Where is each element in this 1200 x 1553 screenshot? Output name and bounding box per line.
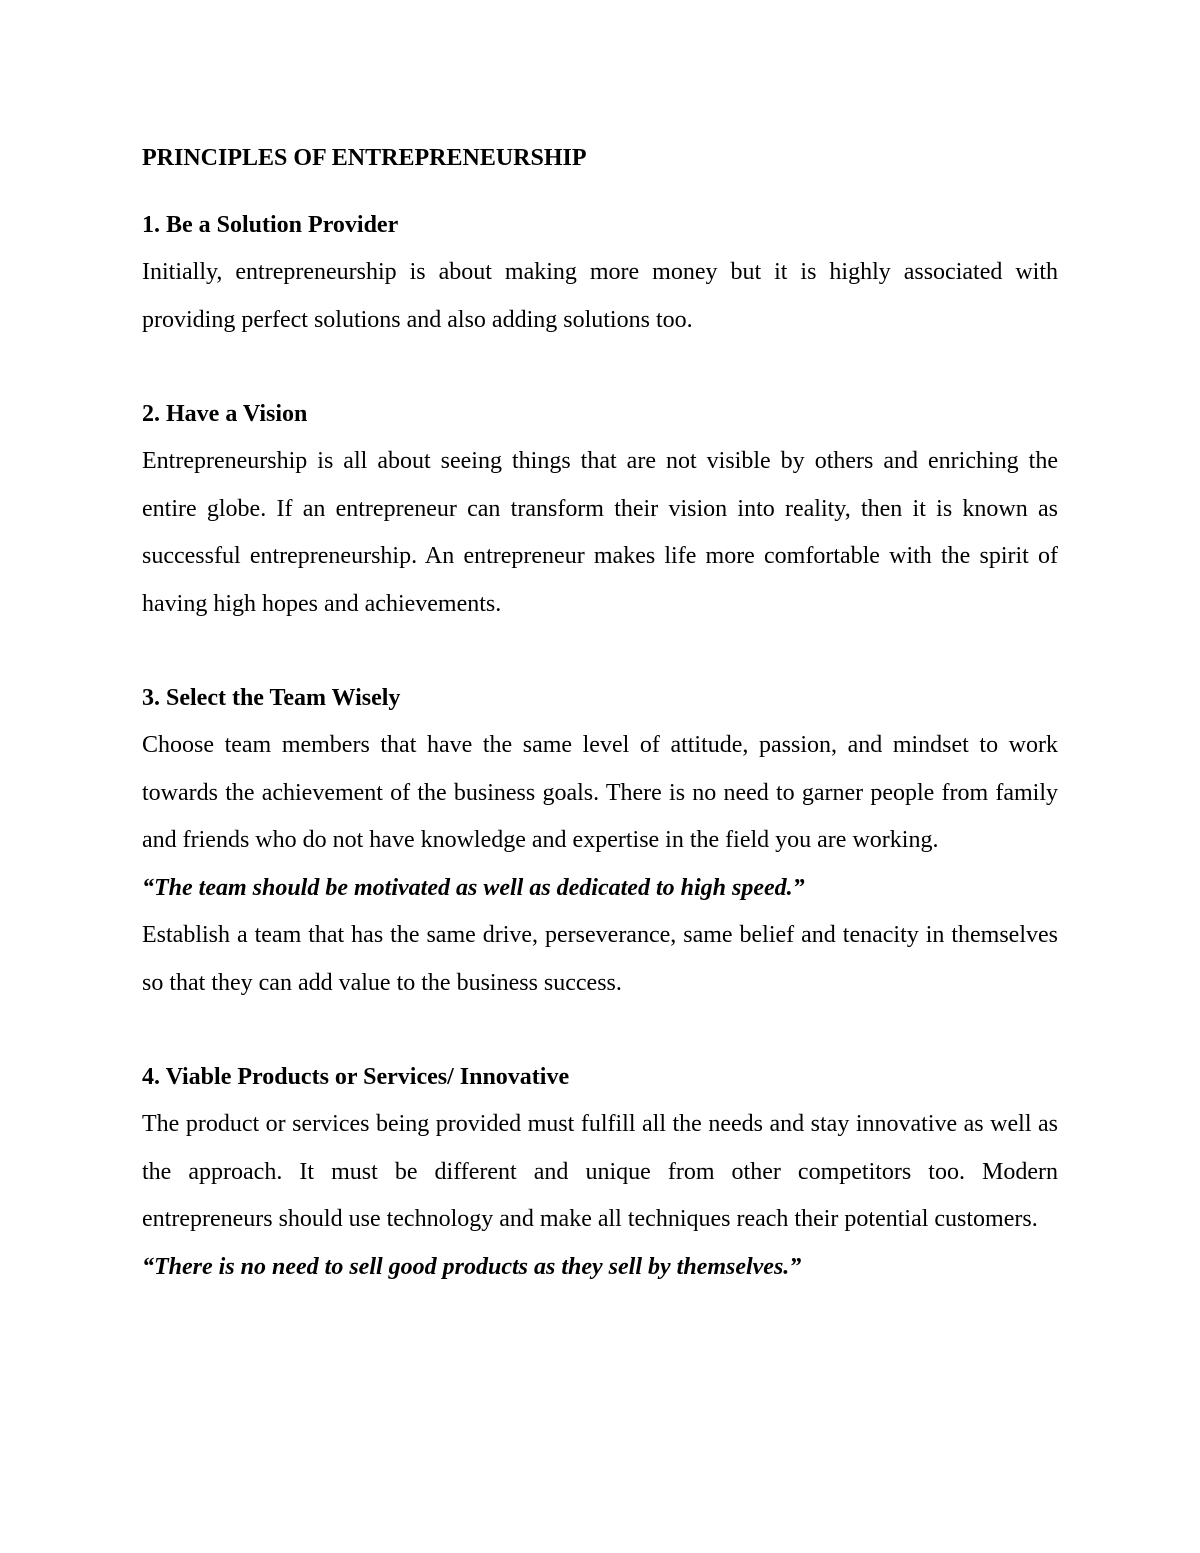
- document-title: PRINCIPLES OF ENTREPRENEURSHIP: [142, 145, 587, 171]
- section-quote: “There is no need to sell good products as they sell by themselves.”: [142, 1253, 802, 1280]
- section-paragraph: Entrepreneurship is all about seeing things that are not visible by others and enriching the entire globe. If an entrepreneur can transform their vision into reality, then it is known as successful entrepreneurship. An entrepreneur makes life more comfortable with the spirit of having high hopes and achievements.: [142, 448, 1058, 617]
- section-heading: 2. Have a Vision: [142, 401, 308, 427]
- section-have-a-vision: [142, 391, 1058, 628]
- spacer: [142, 182, 1058, 202]
- section-paragraph: Choose team members that have the same level of attitude, passion, and mindset to work towards the achievement of the business goals. There is no need to garner people from family and friends who do not have knowledge and expertise in the field you are working.: [142, 732, 1058, 853]
- section-select-team: [142, 675, 1058, 1007]
- spacer: [142, 1007, 1058, 1054]
- section-paragraph: The product or services being provided must fulfill all the needs and stay innovative as well as the approach. It must be different and unique from other competitors too. Modern entrepreneurs should use technology and make all techniques reach their potential customers.: [142, 1111, 1058, 1232]
- section-heading: 3. Select the Team Wisely: [142, 685, 401, 711]
- section-solution-provider: [142, 202, 1058, 344]
- section-paragraph: Initially, entrepreneurship is about making more money but it is highly associated with providing perfect solutions and also adding solutions too.: [142, 259, 1058, 333]
- document-body: [142, 134, 1058, 1291]
- section-viable-products: [142, 1054, 1058, 1291]
- spacer: [142, 344, 1058, 391]
- section-heading: 4. Viable Products or Services/ Innovative: [142, 1064, 570, 1090]
- section-paragraph: Establish a team that has the same drive, perseverance, same belief and tenacity in themselves so that they can add value to the business success.: [142, 922, 1058, 996]
- section-quote: “The team should be motivated as well as dedicated to high speed.”: [142, 874, 805, 901]
- spacer: [142, 628, 1058, 675]
- section-heading: 1. Be a Solution Provider: [142, 212, 399, 238]
